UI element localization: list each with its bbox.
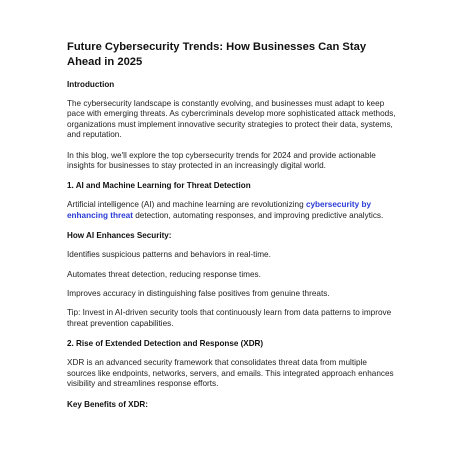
ai-enhances-security-subheading: How AI Enhances Security: [67,231,172,241]
document-title: Future Cybersecurity Trends: How Businesses Can Stay Ahead in 2025 [67,41,367,68]
section-2-heading: 2. Rise of Extended Detection and Response (XDR) [67,339,264,349]
section-1-text-after-link: detection, automating responses, and improving predictive analytics. [132,210,384,220]
section-1-text-before-link: Artificial intelligence (AI) and machine learning are revolutionizing [67,200,306,210]
intro-paragraph-1: The cybersecurity landscape is constantly evolving, and businesses must adapt to keep pace with emerging threats. As cybercriminals develop more sophisticated attack methods, organizations must implement innovative security strategies to protect their data, systems, and reputation. [67,99,396,140]
section-2-paragraph: XDR is an advanced security framework that consolidates threat data from multiple sources like endpoints, networks, servers, and emails. This integrated approach enhances visibility and streamlines response efforts. [67,358,394,389]
ai-point-1: Identifies suspicious patterns and behaviors in real-time. [67,250,271,260]
document-page [67,40,397,419]
section-1-paragraph [67,200,397,221]
xdr-benefits-subheading: Key Benefits of XDR: [67,399,148,409]
ai-tip-paragraph: Tip: Invest in AI-driven security tools that continuously learn from data patterns to improve threat prevention capabilities. [67,308,392,328]
cybersecurity-link[interactable]: cybersecurity by enhancing threat [67,200,372,220]
intro-paragraph-2: In this blog, we'll explore the top cybersecurity trends for 2024 and provide actionable insights for businesses to stay protected in an increasingly digital world. [67,150,376,171]
section-1-heading: 1. AI and Machine Learning for Threat Detection [67,181,251,191]
ai-point-2: Automates threat detection, reducing response times. [67,269,261,279]
ai-point-3: Improves accuracy in distinguishing false positives from genuine threats. [67,289,330,299]
introduction-heading: Introduction [67,80,115,89]
